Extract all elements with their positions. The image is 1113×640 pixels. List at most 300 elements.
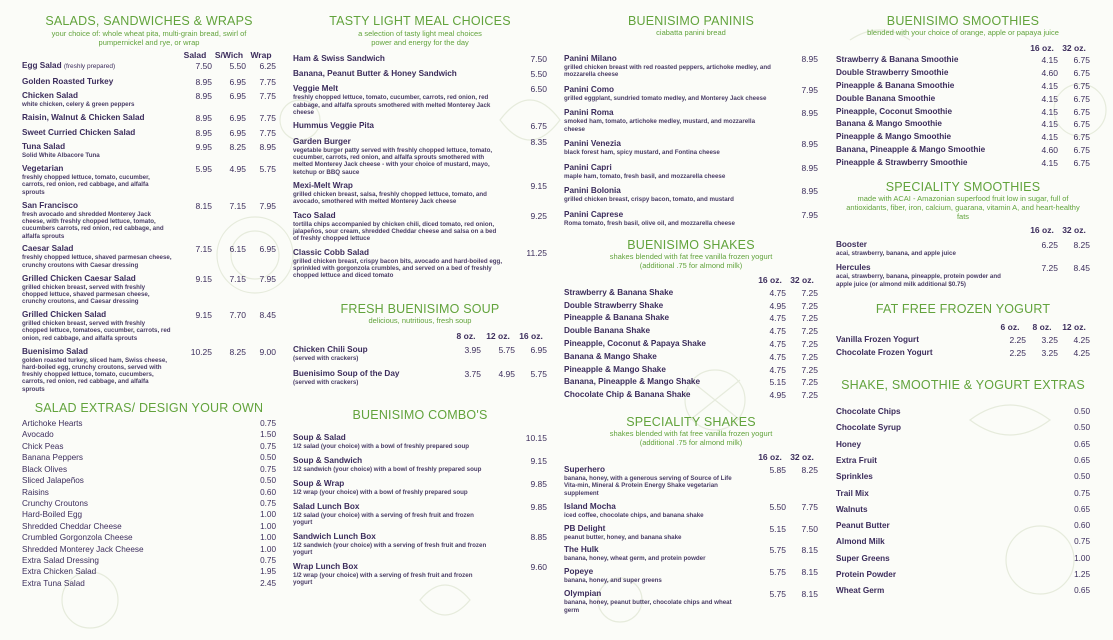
item-description: black forest ham, spicy mustard, and Fontina cheese — [564, 149, 720, 157]
item-name-block — [564, 502, 754, 519]
extra-name: Trail Mix — [836, 488, 869, 498]
menu-item — [564, 326, 818, 336]
extra-name: Wheat Germ — [836, 586, 885, 596]
item-name-block — [836, 132, 1026, 142]
item-name-block — [564, 589, 754, 614]
extra-item — [22, 429, 276, 440]
extra-price: 0.75 — [260, 419, 276, 429]
menu-item — [293, 121, 547, 131]
extra-name: Extra Salad Dressing — [22, 555, 99, 565]
item-price: 8.15 — [801, 545, 818, 556]
menu-item — [836, 145, 1090, 155]
item-name: Island Mocha — [564, 501, 616, 511]
item-name: Buenisimo Salad — [22, 346, 88, 356]
item-name-block — [22, 61, 178, 72]
extra-item — [836, 583, 1090, 599]
menu-item — [564, 390, 818, 400]
item-price: 4.75 — [769, 338, 786, 349]
item-price: 6.75 — [1073, 158, 1090, 169]
item-price: 5.15 — [769, 377, 786, 388]
item-price: 9.85 — [530, 501, 547, 512]
item-price: 7.95 — [259, 273, 276, 284]
item-description: 1/2 wrap (your choice) with a serving of fresh fruit and frozen yogurt — [293, 571, 473, 587]
item-price: 4.95 — [769, 300, 786, 311]
extra-price: 0.75 — [260, 441, 276, 451]
menu-item — [564, 163, 818, 180]
extra-item — [22, 521, 276, 532]
item-price: 4.95 — [769, 390, 786, 401]
menu-item — [564, 210, 818, 227]
item-price: 4.15 — [1041, 80, 1058, 91]
item-name: Panini Venezia — [564, 139, 621, 149]
paninis-title: BUENISIMO PANINIS — [627, 14, 755, 28]
item-price: 9.00 — [259, 346, 276, 357]
item-price: 2.25 — [1009, 335, 1026, 346]
item-description: banana, honey, with a generous serving of Source of Life Vita-min, Mineral & Protein Energy Shake vegetarian supplement — [564, 475, 732, 497]
soup-size-1: 8 oz. — [456, 330, 476, 341]
item-name-block — [22, 113, 178, 123]
shakes-size-header — [564, 275, 818, 286]
menu-item — [293, 433, 547, 450]
menu-item — [293, 69, 547, 79]
item-name: Double Strawberry Smoothie — [836, 67, 949, 77]
item-price: 7.95 — [259, 200, 276, 211]
item-name: Garden Burger — [293, 136, 351, 146]
col-swich-label: S/Wich — [214, 50, 244, 60]
item-name: Pineapple & Mango Shake — [564, 364, 666, 374]
menu-item — [293, 248, 547, 280]
item-price: 8.95 — [195, 91, 212, 102]
item-price: 8.95 — [801, 108, 818, 119]
item-name-block — [836, 158, 1026, 168]
extra-price: 1.50 — [260, 430, 276, 440]
item-price: 4.15 — [1041, 55, 1058, 65]
item-price: 6.75 — [1073, 119, 1090, 130]
item-name-block — [564, 301, 754, 311]
item-name-block — [293, 562, 517, 587]
item-price: 7.25 — [801, 351, 818, 362]
item-name-block — [22, 274, 178, 306]
menu-item — [564, 465, 818, 497]
panini-list — [564, 54, 818, 227]
item-name-block — [293, 211, 517, 243]
item-description: smoked ham, tomato, artichoke medley, mustard, and mozzarella cheese — [564, 118, 756, 133]
spsmoothies-size-2: 32 oz. — [1062, 225, 1086, 236]
item-name-block — [836, 81, 1026, 91]
item-price: 8.25 — [229, 346, 246, 357]
item-description: 1/2 wrap (your choice) with a bowl of freshly prepared soup — [293, 488, 468, 496]
extra-name: Shredded Cheddar Cheese — [22, 521, 122, 531]
item-price: 9.25 — [530, 210, 547, 221]
item-description: grilled chicken breast, crispy bacon, tomato, and mustard — [564, 196, 734, 204]
extra-item — [836, 534, 1090, 550]
item-name: Panini Capri — [564, 162, 612, 172]
item-price: 6.75 — [1073, 93, 1090, 104]
extra-item — [22, 498, 276, 509]
extra-item — [22, 452, 276, 463]
menu-item — [836, 263, 1090, 288]
extra-item — [836, 518, 1090, 534]
extra-price: 0.75 — [1074, 537, 1090, 547]
item-price: 3.95 — [464, 344, 481, 355]
item-name: Double Banana Smoothie — [836, 93, 936, 103]
menu-item — [836, 94, 1090, 104]
item-price: 6.75 — [1073, 67, 1090, 78]
menu-item — [564, 288, 818, 298]
item-price: 6.95 — [229, 113, 246, 124]
item-price: 4.15 — [1041, 132, 1058, 143]
item-name-block — [293, 121, 517, 131]
extra-item — [836, 404, 1090, 420]
item-name: Grilled Chicken Salad — [22, 310, 107, 320]
item-name: Olympian — [564, 589, 602, 599]
item-name: Chicken Salad — [22, 91, 78, 101]
yogurt-title: FAT FREE FROZEN YOGURT — [875, 302, 1051, 317]
extra-item — [22, 418, 276, 429]
menu-item — [22, 310, 276, 342]
item-price: 3.75 — [464, 369, 481, 380]
addons-title: SHAKE, SMOOTHIE & YOGURT EXTRAS — [841, 378, 1085, 393]
item-name-block — [564, 524, 754, 541]
item-price: 8.95 — [801, 186, 818, 197]
item-price: 7.25 — [1041, 263, 1058, 274]
item-name: Soup & Salad — [293, 433, 346, 443]
extra-price: 1.95 — [260, 567, 276, 577]
item-price: 8.95 — [801, 139, 818, 150]
menu-item — [293, 502, 547, 527]
item-name: San Francisco — [22, 200, 78, 210]
menu-item — [836, 132, 1090, 142]
item-name: Popeye — [564, 567, 594, 577]
item-price: 7.50 — [801, 523, 818, 534]
item-name: Pineapple & Banana Shake — [564, 313, 670, 323]
item-description: 1/2 salad (your choice) with a serving of fresh fruit and frozen yogurt — [293, 511, 474, 527]
item-name: Booster — [836, 240, 867, 250]
item-price: 6.25 — [259, 61, 276, 71]
menu-item — [293, 369, 547, 386]
light-title: TASTY LIGHT MEAL CHOICES — [329, 14, 511, 28]
item-name: Vegetarian — [22, 164, 64, 174]
menu-item — [22, 347, 276, 393]
item-description: grilled chicken breast, served with freshly chopped lettuce, shaved parmesan cheese, crunchy croutons, and Caesar dressing — [22, 283, 150, 306]
item-name-block — [564, 377, 754, 387]
item-description: fresh avocado and shredded Monterey Jack cheese, with freshly chopped lettuce, tomato, cucumbers carrots, red onion, red cabbage, and alfalfa sprouts — [22, 210, 164, 240]
item-price: 6.95 — [229, 76, 246, 87]
item-name: Salad Lunch Box — [293, 501, 360, 511]
item-name: Golden Roasted Turkey — [22, 76, 114, 86]
item-price: 4.75 — [769, 351, 786, 362]
item-name-block — [836, 348, 994, 358]
item-name-block — [836, 335, 994, 345]
extra-name: Extra Tuna Salad — [22, 578, 85, 588]
extra-item — [836, 567, 1090, 583]
soup-size-header — [293, 331, 547, 342]
extra-item — [836, 469, 1090, 485]
item-name: Panini Bolonia — [564, 186, 621, 196]
item-price: 4.75 — [769, 313, 786, 324]
item-price: 6.75 — [1073, 80, 1090, 91]
extra-item — [22, 475, 276, 486]
item-name-block — [564, 313, 754, 323]
menu-item — [22, 274, 276, 306]
extra-price: 0.50 — [1074, 407, 1090, 417]
item-price: 6.95 — [229, 127, 246, 138]
item-price: 7.75 — [259, 91, 276, 102]
extra-price: 0.65 — [1074, 455, 1090, 465]
menu-item — [836, 158, 1090, 168]
item-price: 7.25 — [801, 300, 818, 311]
item-name-block — [293, 69, 517, 79]
item-price: 9.60 — [530, 561, 547, 572]
item-description: 1/2 sandwich (your choice) with a bowl of freshly prepared soup — [293, 466, 482, 474]
item-price: 7.50 — [195, 61, 212, 71]
item-price: 7.25 — [801, 287, 818, 298]
item-name: Tuna Salad — [22, 142, 66, 152]
extra-item — [836, 420, 1090, 436]
item-price: 7.95 — [801, 209, 818, 220]
item-name-block — [836, 119, 1026, 129]
item-price: 7.75 — [801, 501, 818, 512]
item-name: Classic Cobb Salad — [293, 247, 369, 257]
item-price: 7.75 — [259, 76, 276, 87]
extra-price: 1.00 — [260, 521, 276, 531]
menu-item — [22, 201, 276, 240]
item-name: Vanilla Frozen Yogurt — [836, 335, 919, 345]
item-name-block — [564, 54, 788, 79]
item-price: 10.25 — [190, 346, 212, 357]
item-name: Ham & Swiss Sandwich — [293, 54, 385, 63]
item-name: Buenisimo Soup of the Day — [293, 369, 400, 379]
extra-item — [836, 551, 1090, 567]
item-name-block — [293, 84, 517, 116]
item-name: Soup & Wrap — [293, 478, 345, 488]
item-name: Sweet Curried Chicken Salad — [22, 127, 136, 137]
menu-item — [22, 142, 276, 159]
item-price: 5.75 — [259, 164, 276, 175]
extra-item — [22, 487, 276, 498]
extras-title: SALAD EXTRAS/ DESIGN YOUR OWN — [34, 401, 264, 416]
item-description: grilled chicken breast with red roasted peppers, artichoke medley, and mozzarella cheese — [564, 64, 771, 79]
extra-name: Protein Powder — [836, 569, 897, 579]
item-name: Banana & Mango Smoothie — [836, 119, 942, 129]
item-price: 6.95 — [229, 91, 246, 102]
item-price: 6.15 — [229, 244, 246, 255]
smoothies-title: BUENISIMO SMOOTHIES — [886, 14, 1040, 28]
item-name: Soup & Sandwich — [293, 456, 363, 466]
item-description: Roma tomato, fresh basil, olive oil, and mozzarella cheese — [564, 219, 735, 227]
item-name: Panini Como — [564, 84, 615, 94]
yogurt-size-3: 12 oz. — [1062, 322, 1086, 333]
menu-item — [564, 54, 818, 79]
menu-item — [22, 113, 276, 123]
item-price: 5.75 — [769, 589, 786, 600]
extra-name: Avocado — [22, 430, 54, 440]
extra-price: 1.25 — [1074, 569, 1090, 579]
item-name-block — [836, 263, 1026, 288]
soup-title: FRESH BUENISIMO SOUP — [340, 301, 500, 316]
item-price: 5.50 — [769, 501, 786, 512]
extra-name: Chick Peas — [22, 441, 64, 451]
extra-price: 0.60 — [260, 487, 276, 497]
extra-name: Peanut Butter — [836, 521, 890, 531]
item-price: 8.45 — [259, 310, 276, 321]
light-list — [293, 54, 547, 280]
spshake-list — [564, 465, 818, 614]
item-price: 7.25 — [801, 326, 818, 337]
spshakes-subtitle: shakes blended with fat free vanilla frozen yogurt (additional .75 for almond milk) — [609, 429, 773, 448]
menu-item — [564, 589, 818, 614]
menu-item — [564, 301, 818, 311]
menu-item — [836, 348, 1090, 358]
smoothies-subtitle: blended with your choice of orange, apple or papaya juice — [867, 28, 1059, 37]
item-price: 7.25 — [801, 390, 818, 401]
item-price: 8.15 — [801, 567, 818, 578]
extra-name: Banana Peppers — [22, 453, 83, 463]
item-description: freshly chopped lettuce, shaved parmesan cheese, crunchy croutons with Caesar dressing — [22, 254, 172, 269]
item-description: grilled eggplant, sundried tomato medley, and Monterey Jack cheese — [564, 94, 767, 102]
menu-item — [564, 365, 818, 375]
item-price: 7.75 — [259, 127, 276, 138]
menu-item — [293, 181, 547, 206]
extra-price: 0.50 — [260, 476, 276, 486]
item-price: 5.85 — [769, 465, 786, 476]
item-name: Mexi-Melt Wrap — [293, 181, 353, 191]
extra-name: Extra Fruit — [836, 455, 877, 465]
item-price: 8.25 — [801, 465, 818, 476]
column-light-meals — [293, 0, 547, 592]
menu-item — [22, 244, 276, 269]
item-name: Raisin, Walnut & Chicken Salad — [22, 113, 145, 123]
col-salad-label: Salad — [183, 50, 207, 60]
menu-item — [22, 77, 276, 87]
extra-price: 1.00 — [260, 533, 276, 543]
shakes-size-2: 32 oz. — [790, 274, 814, 285]
menu-item — [564, 524, 818, 541]
item-name-block — [564, 352, 754, 362]
menu-item — [564, 139, 818, 156]
item-description: freshly chopped lettuce, tomato, cucumber, carrots, red onion, red cabbage, and alfalfa sprouts — [22, 174, 150, 196]
extra-name: Walnuts — [836, 504, 868, 514]
menu-item — [564, 186, 818, 203]
salads-price-header — [22, 50, 276, 61]
item-name-block — [22, 77, 178, 87]
spsmoothie-list — [836, 240, 1090, 288]
item-description: banana, honey, wheat germ, and protein powder — [564, 555, 706, 563]
item-name-block — [564, 365, 754, 375]
item-name: Banana, Peanut Butter & Honey Sandwich — [293, 69, 457, 79]
item-name-block — [22, 244, 178, 269]
item-description: Solid White Albacore Tuna — [22, 152, 100, 160]
item-price: 6.95 — [259, 244, 276, 255]
item-price: 10.15 — [525, 433, 547, 444]
menu-item — [564, 352, 818, 362]
item-name: Superhero — [564, 465, 605, 475]
item-name: PB Delight — [564, 523, 606, 533]
item-price: 5.50 — [530, 69, 547, 80]
item-price: 8.35 — [530, 136, 547, 147]
item-price: 4.15 — [1041, 93, 1058, 104]
item-name-block — [836, 94, 1026, 104]
item-description: freshly chopped lettuce, tomato, cucumber, carrots, red onion, red cabbage, and alfalfa sprouts smothered with melted Monterey Jack cheese — [293, 94, 491, 116]
combos-title: BUENISIMO COMBO'S — [352, 408, 488, 423]
extra-price: 1.00 — [260, 544, 276, 554]
item-price: 4.15 — [1041, 106, 1058, 117]
item-name: Chicken Chili Soup — [293, 344, 368, 354]
item-price: 7.70 — [229, 310, 246, 321]
menu-item — [22, 61, 276, 72]
extra-name: Sprinkles — [836, 472, 873, 482]
item-name: Strawberry & Banana Smoothie — [836, 55, 959, 64]
item-name: The Hulk — [564, 545, 599, 555]
menu-item — [836, 81, 1090, 91]
extra-name: Raisins — [22, 487, 49, 497]
item-description: acai, strawberry, banana, and apple juice — [836, 250, 956, 258]
item-price: 4.60 — [1041, 67, 1058, 78]
paninis-subtitle: ciabatta panini bread — [656, 28, 726, 37]
item-description: peanut butter, honey, and banana shake — [564, 533, 682, 541]
item-price: 2.25 — [1009, 348, 1026, 359]
extra-item — [22, 509, 276, 520]
spsmoothies-title: SPECIALITY SMOOTHIES — [885, 180, 1041, 195]
item-name: Wrap Lunch Box — [293, 561, 358, 571]
menu-item — [293, 562, 547, 587]
menu-item — [564, 85, 818, 102]
yogurt-list — [836, 335, 1090, 358]
item-name: Pineapple & Banana Smoothie — [836, 80, 955, 90]
item-name-block — [293, 248, 517, 280]
menu-item — [836, 240, 1090, 257]
extra-price: 0.50 — [1074, 472, 1090, 482]
menu-item — [293, 211, 547, 243]
item-description: tortilla chips accompanied by chicken chili, diced tomato, red onion, jalapeños, sour cream, shredded Cheddar cheese and salsa on a bed of freshly chopped lettuce — [293, 220, 497, 243]
yogurt-size-1: 6 oz. — [1000, 322, 1020, 333]
item-description: grilled chicken breast, crispy bacon bits, avocado and hard-boiled egg, sprinkled with gorgonzola crumbles, and served on a bed of freshly chopped lettuce and diced tomato — [293, 257, 503, 280]
item-price: 8.95 — [801, 54, 818, 64]
item-name-block — [293, 479, 517, 496]
item-price: 4.25 — [1073, 335, 1090, 346]
item-price: 7.15 — [229, 200, 246, 211]
item-name: Pineapple & Mango Smoothie — [836, 132, 952, 142]
menu-item — [293, 137, 547, 176]
extra-price: 0.60 — [1074, 521, 1090, 531]
item-name: Taco Salad — [293, 210, 336, 220]
item-price: 5.95 — [195, 164, 212, 175]
salads-list — [22, 61, 276, 393]
spshakes-size-2: 32 oz. — [790, 452, 814, 463]
menu-item — [564, 108, 818, 133]
extra-name: Honey — [836, 439, 862, 449]
item-name-block — [564, 163, 788, 180]
menu-item — [564, 502, 818, 519]
item-name-block — [293, 502, 517, 527]
item-name-block — [22, 310, 178, 342]
item-description: banana, honey, peanut butter, chocolate chips and wheat germ — [564, 599, 732, 614]
extra-price: 0.50 — [260, 453, 276, 463]
item-name: Sandwich Lunch Box — [293, 531, 376, 541]
item-name: Chocolate Chip & Banana Shake — [564, 390, 691, 400]
spshakes-title: SPECIALITY SHAKES — [626, 415, 756, 430]
item-price: 7.15 — [229, 273, 246, 284]
item-price: 8.95 — [259, 142, 276, 153]
item-price: 7.25 — [801, 313, 818, 324]
menu-item — [836, 119, 1090, 129]
smoothies-size-2: 32 oz. — [1062, 43, 1086, 53]
extra-name: Extra Chicken Salad — [22, 567, 97, 577]
item-price: 4.15 — [1041, 119, 1058, 130]
extra-item — [22, 555, 276, 566]
item-price: 5.15 — [769, 523, 786, 534]
item-description: 1/2 sandwich (your choice) with a serving of fresh fruit and frozen yogurt — [293, 541, 487, 557]
